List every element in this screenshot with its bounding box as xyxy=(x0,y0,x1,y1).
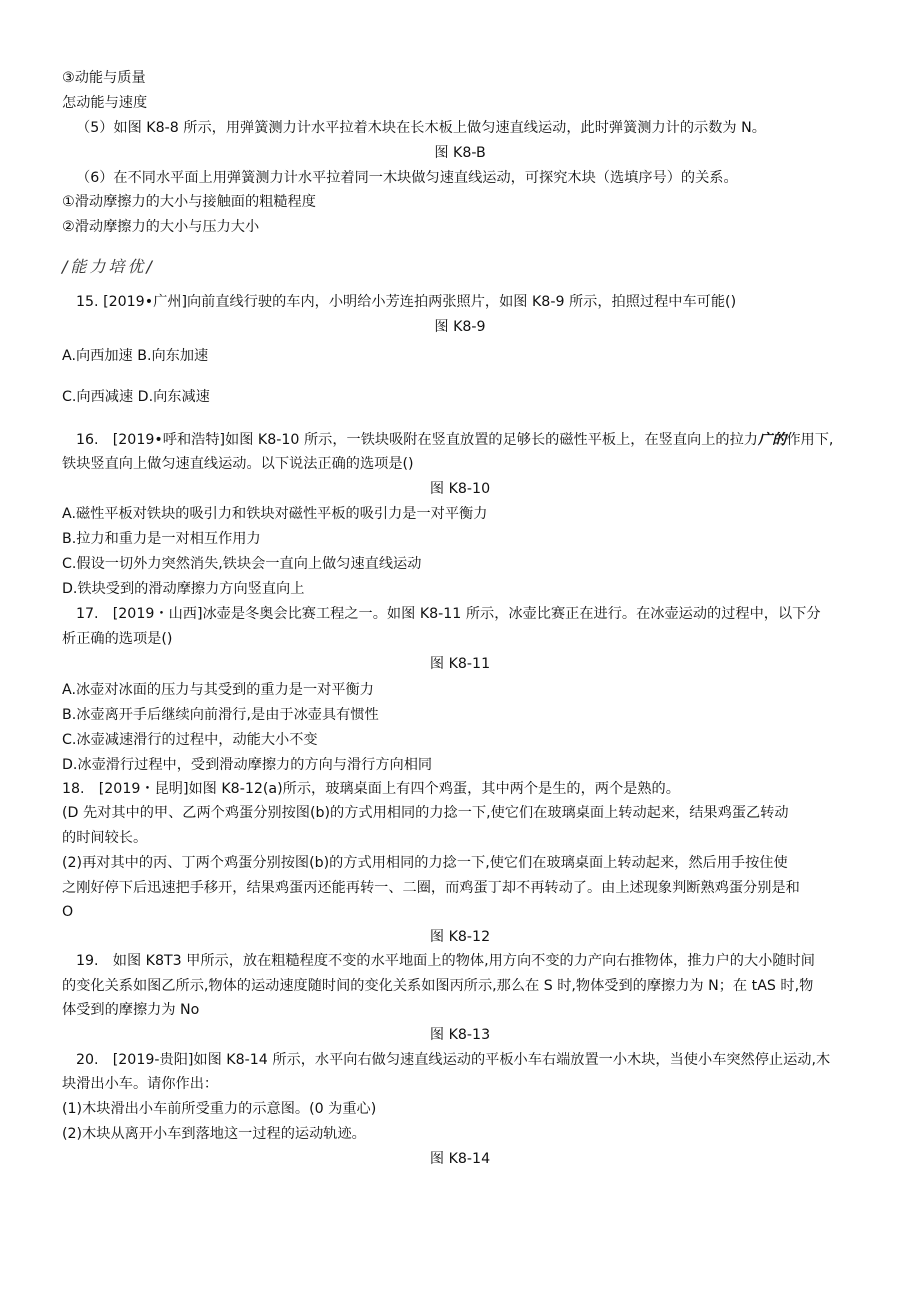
question-6-text: （6）在不同水平面上用弹簧测力计水平拉着同一木块做匀速直线运动，可探究木块（选填序号）的关系。 xyxy=(76,170,738,186)
q16-option-a: A.磁性平板对铁块的吸引力和铁块对磁性平板的吸引力是一对平衡力 xyxy=(62,506,488,522)
question-18-text: 18. [2019・昆明]如图 K8-12(a)所示，玻璃桌面上有四个鸡蛋，其中两个是生的，两个是熟的。 xyxy=(62,781,680,797)
question-19-line-1: 19. 如图 K8T3 甲所示，放在粗糙程度不变的水平地面上的物体,用方向不变的力产向右推物体，推力户的大小随时间 xyxy=(76,953,815,969)
question-20-line-2: 块滑出小车。请你作出： xyxy=(62,1076,219,1092)
question-17-line-1: 17. [2019・山西]冰壶是冬奥会比赛工程之一。如图 K8-11 所示，冰壶比赛正在进行。在冰壶运动的过程中，以下分 xyxy=(76,606,821,622)
question-16-line-1 xyxy=(76,430,833,450)
figure-caption-k8-8: 图 K8-B xyxy=(434,145,486,161)
q16-option-c: C.假设一切外力突然消失,铁块会一直向上做匀速直线运动 xyxy=(62,556,422,572)
q16-text-end: 作用下, xyxy=(786,432,834,448)
question-19-line-3: 体受到的摩擦力为 No xyxy=(62,1002,200,1018)
q18-part-2-line-3: O xyxy=(62,904,74,920)
q16-option-d: D.铁块受到的滑动摩擦力方向竖直向上 xyxy=(62,581,305,597)
choice-2-pressure: ②滑动摩擦力的大小与压力大小 xyxy=(62,219,260,235)
question-19-line-2: 的变化关系如图乙所示,物体的运动速度随时间的变化关系如图丙所示,那么在 S 时,物体受到的摩擦力为 N；在 tAS 时,物 xyxy=(62,978,814,994)
q20-part-1: (1)木块滑出小车前所受重力的示意图。(0 为重心) xyxy=(62,1101,377,1117)
q18-part-2-line-1: (2)再对其中的丙、丁两个鸡蛋分别按图(b)的方式用相同的力捻一下,使它们在玻璃桌面上转动起来，然后用手按住使 xyxy=(62,855,788,871)
question-17-line-2: 析正确的选项是() xyxy=(62,631,173,647)
figure-caption-k8-13: 图 K8-13 xyxy=(429,1027,491,1043)
figure-caption-k8-10: 图 K8-10 xyxy=(429,481,491,497)
question-15-text: 15. [2019•广州]向前直线行驶的车内，小明给小芳连拍两张照片，如图 K8-9 所示，拍照过程中车可能() xyxy=(76,294,737,310)
q15-options-ab: A.向西加速 B.向东加速 xyxy=(62,348,209,364)
figure-caption-k8-12: 图 K8-12 xyxy=(429,929,491,945)
q18-part-1-line-1: (D 先对其中的甲、乙两个鸡蛋分别按图(b)的方式用相同的力捻一下,使它们在玻璃桌面上转动起来，结果鸡蛋乙转动 xyxy=(62,805,789,821)
choice-1-roughness: ①滑动摩擦力的大小与接触面的粗糙程度 xyxy=(62,194,316,210)
q15-options-cd: C.向西减速 D.向东减速 xyxy=(62,389,210,405)
figure-caption-k8-9: 图 K8-9 xyxy=(434,319,486,335)
q18-part-2-line-2: 之刚好停下后迅速把手移开，结果鸡蛋丙还能再转一、二圈，而鸡蛋丁却不再转动了。由上述现象判断熟鸡蛋分别是和 xyxy=(62,880,800,896)
figure-caption-k8-11: 图 K8-11 xyxy=(429,656,491,672)
question-16-line-2: 铁块竖直向上做匀速直线运动。以下说法正确的选项是() xyxy=(62,456,414,472)
figure-caption-k8-14: 图 K8-14 xyxy=(429,1151,491,1167)
q16-text-start: 16. [2019•呼和浩特]如图 K8-10 所示，一铁块吸附在竖直放置的足够长的磁性平板上，在竖直向上的拉力 xyxy=(76,432,758,448)
question-20-line-1: 20. [2019-贵阳]如图 K8-14 所示，水平向右做匀速直线运动的平板小车右端放置一小木块，当使小车突然停止运动,木 xyxy=(76,1052,831,1068)
section-heading: /能力培优/ xyxy=(62,257,155,276)
question-5-text: （5）如图 K8-8 所示，用弹簧测力计水平拉着木块在长木板上做匀速直线运动，此时弹簧测力计的示数为 N。 xyxy=(76,120,766,136)
option-3-mass: ③动能与质量 xyxy=(62,70,146,86)
option-4-speed: 怎动能与速度 xyxy=(62,95,148,111)
q17-option-a: A.冰壶对冰面的压力与其受到的重力是一对平衡力 xyxy=(62,682,374,698)
q20-part-2: (2)木块从离开小车到落地这一过程的运动轨迹。 xyxy=(62,1126,366,1142)
q17-option-b: B.冰壶离开手后继续向前滑行,是由于冰壶具有惯性 xyxy=(62,707,379,723)
q17-option-d: D.冰壶滑行过程中，受到滑动摩擦力的方向与滑行方向相同 xyxy=(62,757,433,773)
q16-option-b: B.拉力和重力是一对相互作用力 xyxy=(62,531,261,547)
q16-force-symbol: 广的 xyxy=(757,432,787,448)
q17-option-c: C.冰壶减速滑行的过程中，动能大小不变 xyxy=(62,732,318,748)
q18-part-1-line-2: 的时间较长。 xyxy=(62,830,148,846)
